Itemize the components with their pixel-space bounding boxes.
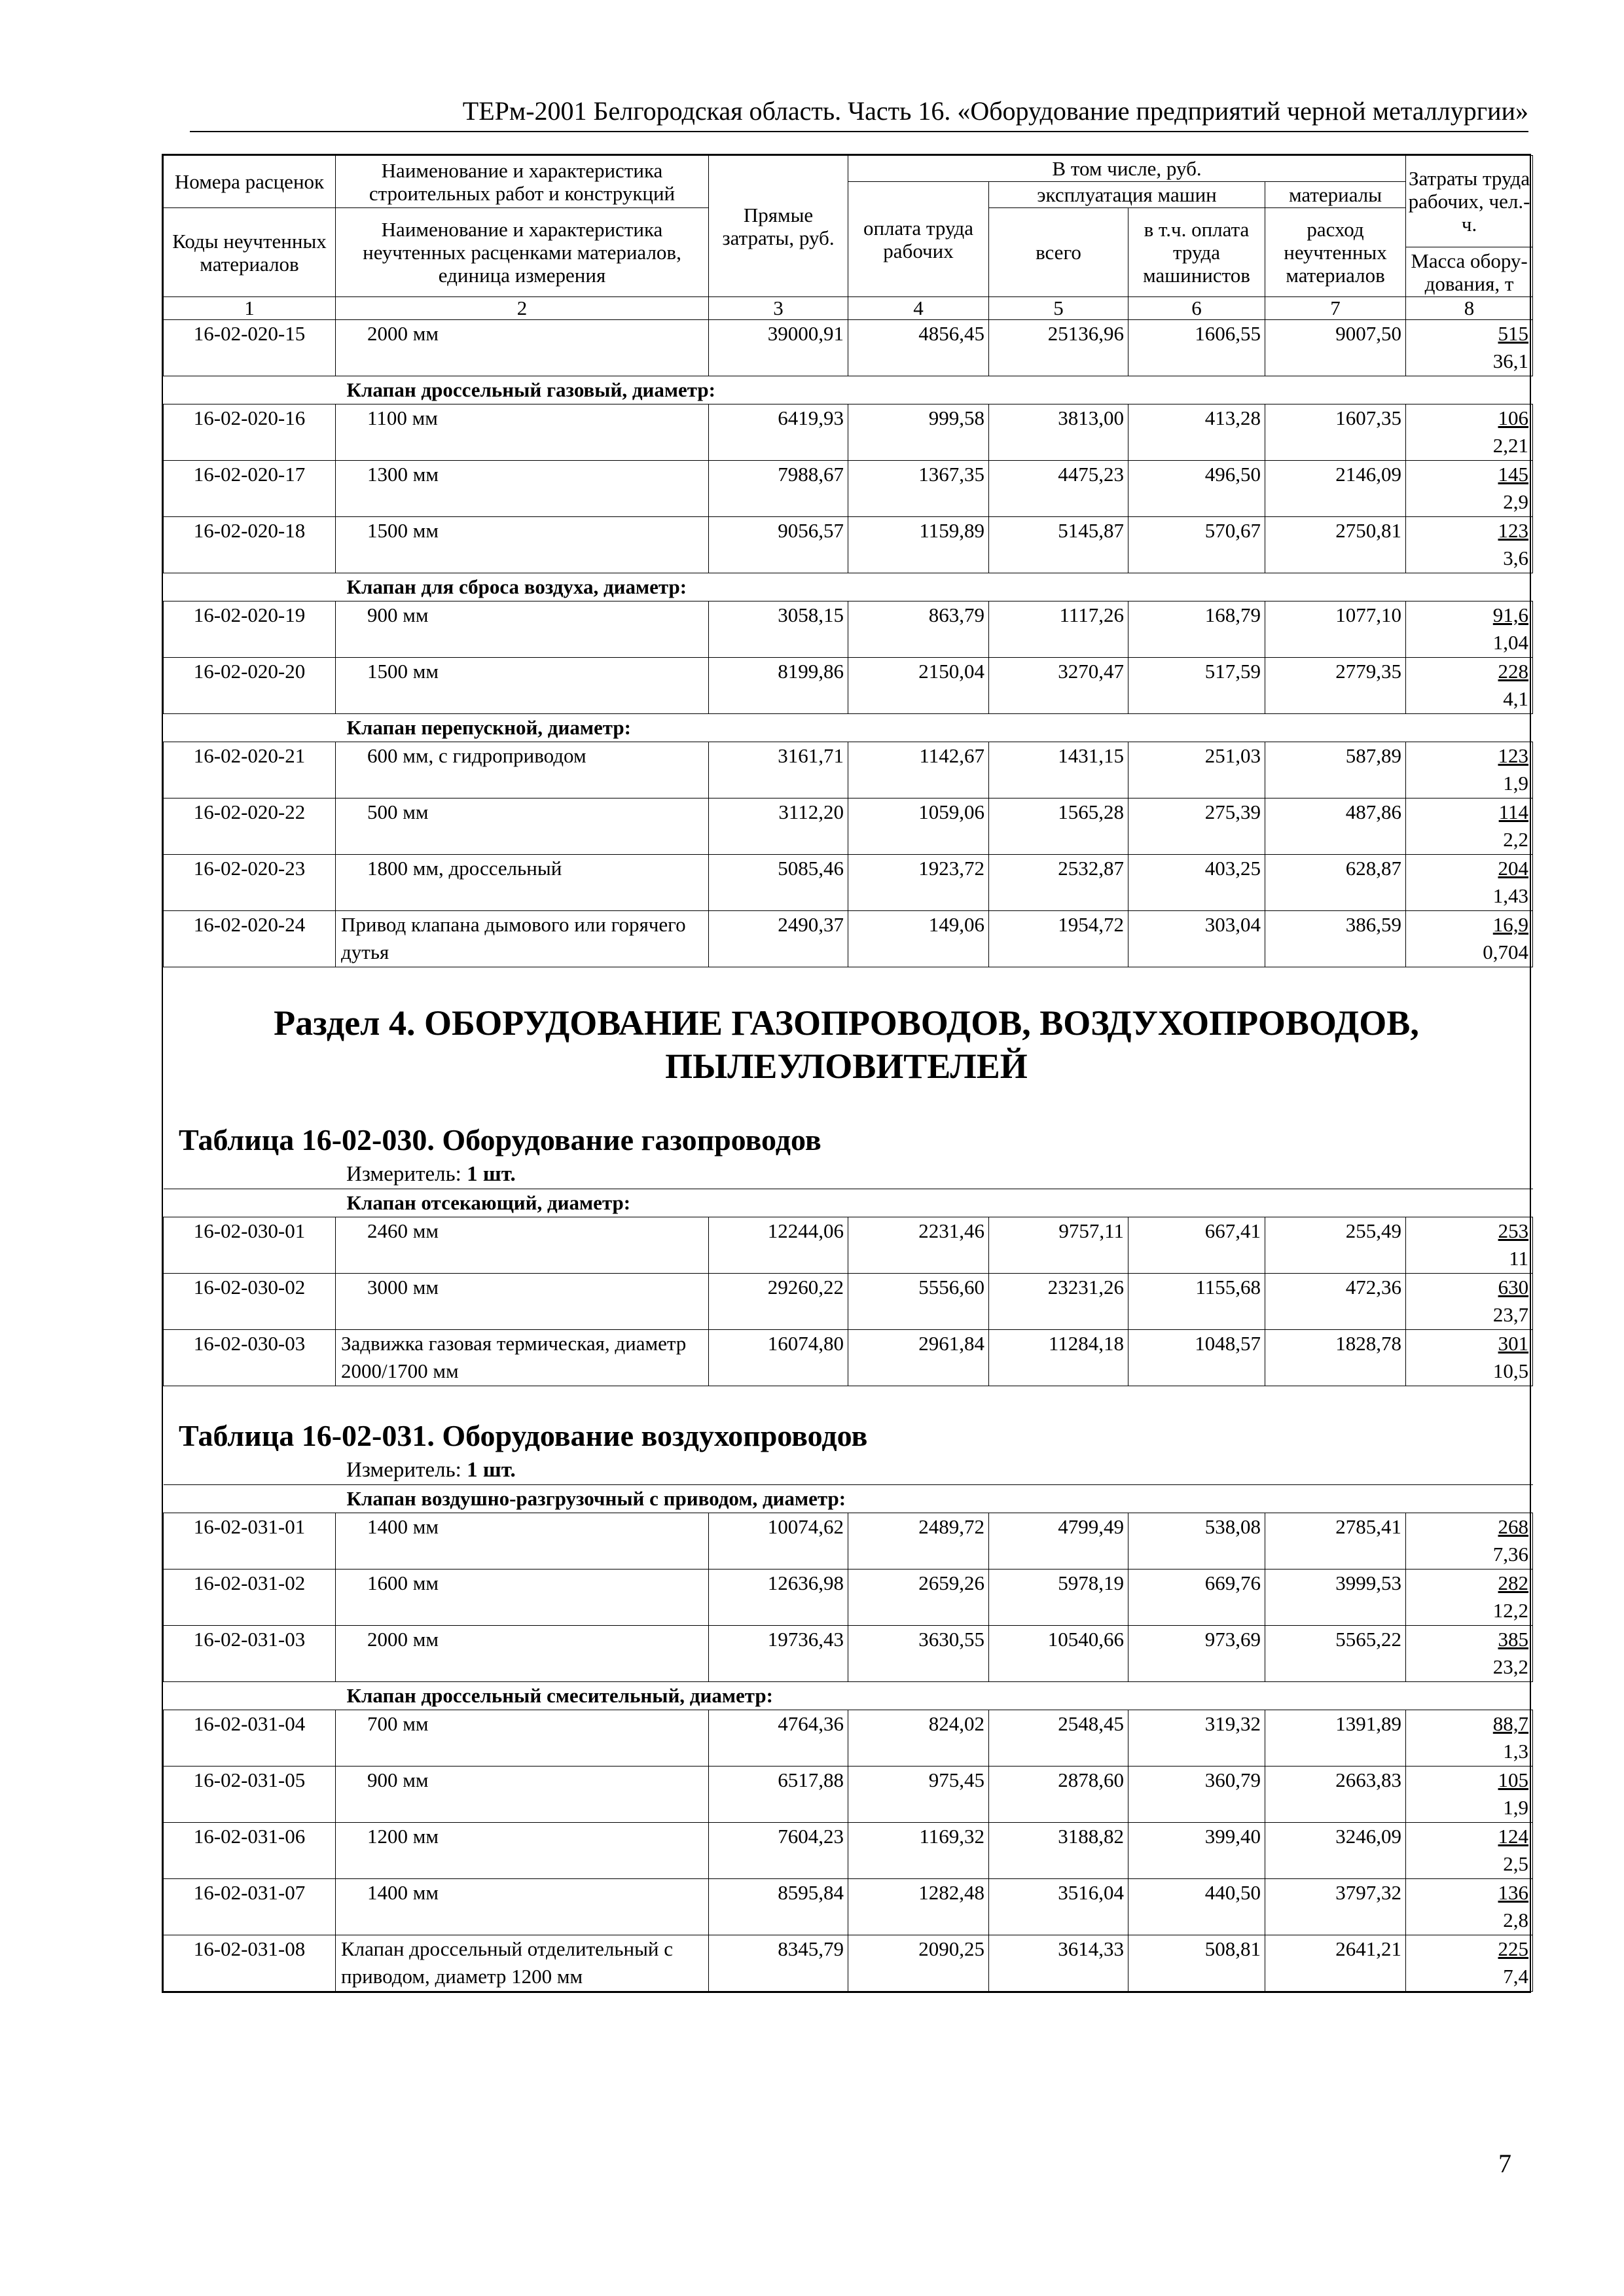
materials: 3246,09 xyxy=(1265,1823,1406,1879)
rate-row xyxy=(164,855,1533,911)
operator-wages: 667,41 xyxy=(1128,1217,1265,1274)
rate-code: 16-02-031-02 xyxy=(164,1570,336,1626)
direct-costs: 12244,06 xyxy=(709,1217,848,1274)
labor-and-mass xyxy=(1406,1330,1533,1386)
rate-row xyxy=(164,742,1533,798)
column-number: 8 xyxy=(1406,297,1533,320)
labor-costs: 268 xyxy=(1498,1515,1529,1538)
labor-and-mass xyxy=(1406,1513,1533,1570)
labor-and-mass xyxy=(1406,1217,1533,1274)
worker-wages: 5556,60 xyxy=(848,1274,989,1330)
table-030-title: Таблица 16-02-030. Оборудование газопроводов xyxy=(179,1123,821,1157)
direct-costs: 4764,36 xyxy=(709,1710,848,1767)
header-machine-operation: эксплуатация машин xyxy=(989,182,1265,208)
labor-costs: 228 xyxy=(1498,660,1529,683)
worker-wages: 1282,48 xyxy=(848,1879,989,1935)
equipment-mass: 0,704 xyxy=(1483,941,1529,963)
worker-wages: 2231,46 xyxy=(848,1217,989,1274)
machines-total: 1117,26 xyxy=(989,601,1128,658)
rate-name: 2000 мм xyxy=(336,1626,709,1682)
labor-costs: 225 xyxy=(1498,1937,1529,1960)
labor-and-mass xyxy=(1406,911,1533,967)
header-operator-wages: в т.ч. оплата труда машинистов xyxy=(1128,208,1265,297)
header-material-names: Наименование и характеристика неучтенных расценками материалов, единица измерения xyxy=(336,208,709,297)
materials: 587,89 xyxy=(1265,742,1406,798)
labor-and-mass xyxy=(1406,601,1533,658)
direct-costs: 12636,98 xyxy=(709,1570,848,1626)
unit-label: Измеритель: xyxy=(346,1162,461,1186)
rate-row xyxy=(164,798,1533,855)
labor-and-mass xyxy=(1406,1710,1533,1767)
equipment-mass: 3,6 xyxy=(1503,547,1529,569)
equipment-mass: 1,9 xyxy=(1503,772,1529,795)
worker-wages: 1059,06 xyxy=(848,798,989,855)
machines-total: 25136,96 xyxy=(989,320,1128,376)
column-numbers-row xyxy=(164,297,1533,320)
equipment-mass: 7,4 xyxy=(1503,1965,1529,1988)
rate-name: 600 мм, с гидроприводом xyxy=(336,742,709,798)
rate-name: 2000 мм xyxy=(336,320,709,376)
operator-wages: 251,03 xyxy=(1128,742,1265,798)
operator-wages: 538,08 xyxy=(1128,1513,1265,1570)
rates-sheet xyxy=(162,154,1531,1993)
rate-code: 16-02-031-06 xyxy=(164,1823,336,1879)
rate-code: 16-02-031-08 xyxy=(164,1935,336,1992)
header-equipment-mass: Масса обору-дования, т xyxy=(1406,247,1533,297)
labor-and-mass xyxy=(1406,1626,1533,1682)
operator-wages: 1155,68 xyxy=(1128,1274,1265,1330)
rate-name: 1500 мм xyxy=(336,658,709,714)
worker-wages: 149,06 xyxy=(848,911,989,967)
materials: 2146,09 xyxy=(1265,461,1406,517)
column-number: 7 xyxy=(1265,297,1406,320)
header-rate-numbers: Номера расценок xyxy=(164,156,336,208)
equipment-mass: 2,5 xyxy=(1503,1852,1529,1875)
rate-row xyxy=(164,1710,1533,1767)
direct-costs: 3058,15 xyxy=(709,601,848,658)
page-number: 7 xyxy=(1498,2149,1511,2178)
materials: 487,86 xyxy=(1265,798,1406,855)
operator-wages: 496,50 xyxy=(1128,461,1265,517)
equipment-mass: 2,9 xyxy=(1503,490,1529,513)
column-number: 6 xyxy=(1128,297,1265,320)
labor-costs: 16,9 xyxy=(1492,913,1529,936)
worker-wages: 1159,89 xyxy=(848,517,989,573)
materials: 628,87 xyxy=(1265,855,1406,911)
group-heading: Клапан дроссельный газовый, диаметр: xyxy=(164,376,1533,404)
rate-row xyxy=(164,1879,1533,1935)
labor-costs: 114 xyxy=(1498,800,1529,823)
column-number: 4 xyxy=(848,297,989,320)
group-heading: Клапан воздушно-разгрузочный с приводом, диаметр: xyxy=(164,1485,1533,1513)
direct-costs: 3161,71 xyxy=(709,742,848,798)
machines-total: 3614,33 xyxy=(989,1935,1128,1992)
operator-wages: 319,32 xyxy=(1128,1710,1265,1767)
direct-costs: 8595,84 xyxy=(709,1879,848,1935)
equipment-mass: 23,2 xyxy=(1492,1655,1529,1678)
equipment-mass: 2,21 xyxy=(1492,434,1529,457)
machines-total: 1954,72 xyxy=(989,911,1128,967)
rate-code: 16-02-020-21 xyxy=(164,742,336,798)
labor-costs: 630 xyxy=(1498,1276,1529,1299)
unit-value: 1 шт. xyxy=(467,1162,516,1186)
labor-costs: 124 xyxy=(1498,1825,1529,1848)
materials: 2779,35 xyxy=(1265,658,1406,714)
labor-and-mass xyxy=(1406,798,1533,855)
operator-wages: 570,67 xyxy=(1128,517,1265,573)
rate-code: 16-02-030-02 xyxy=(164,1274,336,1330)
equipment-mass: 4,1 xyxy=(1503,687,1529,710)
rate-code: 16-02-020-18 xyxy=(164,517,336,573)
machines-total: 5145,87 xyxy=(989,517,1128,573)
direct-costs: 8199,86 xyxy=(709,658,848,714)
equipment-mass: 2,2 xyxy=(1503,828,1529,851)
rate-code: 16-02-020-22 xyxy=(164,798,336,855)
labor-and-mass xyxy=(1406,1570,1533,1626)
worker-wages: 1367,35 xyxy=(848,461,989,517)
unit-value: 1 шт. xyxy=(467,1458,516,1482)
worker-wages: 4856,45 xyxy=(848,320,989,376)
direct-costs: 29260,22 xyxy=(709,1274,848,1330)
direct-costs: 5085,46 xyxy=(709,855,848,911)
worker-wages: 975,45 xyxy=(848,1767,989,1823)
rate-code: 16-02-020-19 xyxy=(164,601,336,658)
rate-name: 1200 мм xyxy=(336,1823,709,1879)
header-material-codes: Коды неучтенных материалов xyxy=(164,208,336,297)
operator-wages: 403,25 xyxy=(1128,855,1265,911)
running-head: ТЕРм-2001 Белгородская область. Часть 16. «Оборудование предприятий черной металлургии» xyxy=(190,93,1528,132)
machines-total: 1431,15 xyxy=(989,742,1128,798)
rate-row xyxy=(164,1626,1533,1682)
equipment-mass: 1,04 xyxy=(1492,631,1529,654)
direct-costs: 7604,23 xyxy=(709,1823,848,1879)
equipment-mass: 36,1 xyxy=(1492,350,1529,372)
materials: 1828,78 xyxy=(1265,1330,1406,1386)
machines-total: 4475,23 xyxy=(989,461,1128,517)
worker-wages: 1169,32 xyxy=(848,1823,989,1879)
labor-costs: 91,6 xyxy=(1492,603,1529,626)
operator-wages: 669,76 xyxy=(1128,1570,1265,1626)
rate-code: 16-02-020-16 xyxy=(164,404,336,461)
rate-code: 16-02-020-20 xyxy=(164,658,336,714)
worker-wages: 3630,55 xyxy=(848,1626,989,1682)
materials: 1077,10 xyxy=(1265,601,1406,658)
rate-code: 16-02-020-23 xyxy=(164,855,336,911)
direct-costs: 10074,62 xyxy=(709,1513,848,1570)
header-direct-costs: Прямые затраты, руб. xyxy=(709,156,848,297)
column-number: 3 xyxy=(709,297,848,320)
equipment-mass: 1,9 xyxy=(1503,1796,1529,1819)
materials: 255,49 xyxy=(1265,1217,1406,1274)
labor-costs: 385 xyxy=(1498,1628,1529,1651)
operator-wages: 303,04 xyxy=(1128,911,1265,967)
labor-costs: 105 xyxy=(1498,1768,1529,1791)
group-heading-row xyxy=(164,1682,1533,1710)
group-heading: Клапан перепускной, диаметр: xyxy=(164,714,1533,742)
rate-code: 16-02-031-05 xyxy=(164,1767,336,1823)
direct-costs: 6419,93 xyxy=(709,404,848,461)
machines-total: 2548,45 xyxy=(989,1710,1128,1767)
worker-wages: 2150,04 xyxy=(848,658,989,714)
rate-name: 900 мм xyxy=(336,1767,709,1823)
materials: 1391,89 xyxy=(1265,1710,1406,1767)
table-030-unit xyxy=(163,1160,1530,1189)
direct-costs: 8345,79 xyxy=(709,1935,848,1992)
labor-costs: 145 xyxy=(1498,463,1529,486)
rate-name: Задвижка газовая термическая, диаметр 2000/1700 мм xyxy=(336,1330,709,1386)
worker-wages: 2489,72 xyxy=(848,1513,989,1570)
rate-row xyxy=(164,1767,1533,1823)
machines-total: 3188,82 xyxy=(989,1823,1128,1879)
operator-wages: 399,40 xyxy=(1128,1823,1265,1879)
labor-and-mass xyxy=(1406,1274,1533,1330)
labor-and-mass xyxy=(1406,404,1533,461)
rate-code: 16-02-031-07 xyxy=(164,1879,336,1935)
table-031-title: Таблица 16-02-031. Оборудование воздухопроводов xyxy=(179,1419,868,1452)
rate-name: 1500 мм xyxy=(336,517,709,573)
equipment-mass: 11 xyxy=(1509,1247,1529,1270)
rate-name: 1400 мм xyxy=(336,1879,709,1935)
table-031 xyxy=(163,1484,1533,1992)
equipment-mass: 2,8 xyxy=(1503,1909,1529,1931)
equipment-mass: 10,5 xyxy=(1492,1359,1529,1382)
rate-code: 16-02-020-15 xyxy=(164,320,336,376)
direct-costs: 9056,57 xyxy=(709,517,848,573)
materials: 3999,53 xyxy=(1265,1570,1406,1626)
machines-total: 1565,28 xyxy=(989,798,1128,855)
worker-wages: 2090,25 xyxy=(848,1935,989,1992)
rate-name: 1300 мм xyxy=(336,461,709,517)
machines-total: 2532,87 xyxy=(989,855,1128,911)
equipment-mass: 12,2 xyxy=(1492,1599,1529,1622)
group-heading-row xyxy=(164,714,1533,742)
rates-table-header xyxy=(163,155,1533,967)
machines-total: 11284,18 xyxy=(989,1330,1128,1386)
operator-wages: 413,28 xyxy=(1128,404,1265,461)
labor-and-mass xyxy=(1406,855,1533,911)
direct-costs: 19736,43 xyxy=(709,1626,848,1682)
group-heading-row xyxy=(164,1485,1533,1513)
rate-row xyxy=(164,461,1533,517)
labor-and-mass xyxy=(1406,658,1533,714)
machines-total: 4799,49 xyxy=(989,1513,1128,1570)
section-title: Раздел 4. ОБОРУДОВАНИЕ ГАЗОПРОВОДОВ, ВОЗДУХОПРОВОДОВ, ПЫЛЕУЛОВИТЕЛЕЙ xyxy=(274,1003,1419,1086)
rate-row xyxy=(164,1935,1533,1992)
equipment-mass: 1,43 xyxy=(1492,884,1529,907)
operator-wages: 973,69 xyxy=(1128,1626,1265,1682)
rate-row xyxy=(164,1330,1533,1386)
labor-costs: 515 xyxy=(1498,322,1529,345)
labor-and-mass xyxy=(1406,1767,1533,1823)
rate-code: 16-02-031-03 xyxy=(164,1626,336,1682)
machines-total: 10540,66 xyxy=(989,1626,1128,1682)
rate-row xyxy=(164,911,1533,967)
machines-total: 3813,00 xyxy=(989,404,1128,461)
rate-name: 900 мм xyxy=(336,601,709,658)
labor-costs: 204 xyxy=(1498,857,1529,880)
unit-label: Измеритель: xyxy=(346,1458,461,1482)
labor-and-mass xyxy=(1406,517,1533,573)
rate-name: 1600 мм xyxy=(336,1570,709,1626)
rate-row xyxy=(164,601,1533,658)
rate-name: 1400 мм xyxy=(336,1513,709,1570)
materials: 9007,50 xyxy=(1265,320,1406,376)
rate-name: 3000 мм xyxy=(336,1274,709,1330)
column-number: 2 xyxy=(336,297,709,320)
machines-total: 5978,19 xyxy=(989,1570,1128,1626)
rate-row xyxy=(164,320,1533,376)
labor-costs: 123 xyxy=(1498,744,1529,767)
rate-row xyxy=(164,1513,1533,1570)
table-030 xyxy=(163,1189,1533,1386)
rate-code: 16-02-020-24 xyxy=(164,911,336,967)
header-including: В том числе, руб. xyxy=(848,156,1406,182)
column-number: 5 xyxy=(989,297,1128,320)
labor-costs: 106 xyxy=(1498,406,1529,429)
labor-and-mass xyxy=(1406,1823,1533,1879)
group-heading: Клапан дроссельный смесительный, диаметр: xyxy=(164,1682,1533,1710)
labor-costs: 88,7 xyxy=(1492,1712,1529,1735)
rate-row xyxy=(164,1274,1533,1330)
machines-total: 3516,04 xyxy=(989,1879,1128,1935)
machines-total: 3270,47 xyxy=(989,658,1128,714)
worker-wages: 999,58 xyxy=(848,404,989,461)
rate-row xyxy=(164,1217,1533,1274)
rate-name: Привод клапана дымового или горячего дутья xyxy=(336,911,709,967)
group-heading: Клапан отсекающий, диаметр: xyxy=(164,1189,1533,1217)
labor-costs: 253 xyxy=(1498,1219,1529,1242)
equipment-mass: 7,36 xyxy=(1492,1543,1529,1566)
rate-name: Клапан дроссельный отделительный с приводом, диаметр 1200 мм xyxy=(336,1935,709,1992)
header-worker-wages: оплата труда рабочих xyxy=(848,182,989,297)
rate-name: 500 мм xyxy=(336,798,709,855)
rate-code: 16-02-030-03 xyxy=(164,1330,336,1386)
worker-wages: 2659,26 xyxy=(848,1570,989,1626)
materials: 472,36 xyxy=(1265,1274,1406,1330)
rate-name: 1100 мм xyxy=(336,404,709,461)
materials: 2785,41 xyxy=(1265,1513,1406,1570)
labor-and-mass xyxy=(1406,1879,1533,1935)
operator-wages: 1048,57 xyxy=(1128,1330,1265,1386)
labor-costs: 136 xyxy=(1498,1881,1529,1904)
materials: 1607,35 xyxy=(1265,404,1406,461)
worker-wages: 863,79 xyxy=(848,601,989,658)
header-materials: материалы xyxy=(1265,182,1406,208)
rate-row xyxy=(164,1570,1533,1626)
materials: 2641,21 xyxy=(1265,1935,1406,1992)
labor-costs: 282 xyxy=(1498,1571,1529,1594)
header-labor-costs: Затраты труда рабочих, чел.-ч. xyxy=(1406,156,1533,247)
rate-code: 16-02-031-04 xyxy=(164,1710,336,1767)
group-heading-row xyxy=(164,1189,1533,1217)
operator-wages: 517,59 xyxy=(1128,658,1265,714)
machines-total: 9757,11 xyxy=(989,1217,1128,1274)
worker-wages: 1142,67 xyxy=(848,742,989,798)
rate-row xyxy=(164,517,1533,573)
header-machines-total: всего xyxy=(989,208,1128,297)
labor-and-mass xyxy=(1406,1935,1533,1992)
worker-wages: 2961,84 xyxy=(848,1330,989,1386)
materials: 3797,32 xyxy=(1265,1879,1406,1935)
operator-wages: 360,79 xyxy=(1128,1767,1265,1823)
equipment-mass: 23,7 xyxy=(1492,1303,1529,1326)
table-031-unit xyxy=(163,1456,1530,1484)
group-heading-row xyxy=(164,573,1533,601)
labor-costs: 301 xyxy=(1498,1332,1529,1355)
direct-costs: 7988,67 xyxy=(709,461,848,517)
rate-row xyxy=(164,404,1533,461)
header-unaccounted-materials: расход неучтенных материалов xyxy=(1265,208,1406,297)
materials: 2663,83 xyxy=(1265,1767,1406,1823)
worker-wages: 824,02 xyxy=(848,1710,989,1767)
materials: 386,59 xyxy=(1265,911,1406,967)
column-number: 1 xyxy=(164,297,336,320)
rate-row xyxy=(164,1823,1533,1879)
direct-costs: 2490,37 xyxy=(709,911,848,967)
labor-costs: 123 xyxy=(1498,519,1529,542)
labor-and-mass xyxy=(1406,320,1533,376)
direct-costs: 16074,80 xyxy=(709,1330,848,1386)
materials: 5565,22 xyxy=(1265,1626,1406,1682)
rate-code: 16-02-030-01 xyxy=(164,1217,336,1274)
rate-row xyxy=(164,658,1533,714)
rate-name: 2460 мм xyxy=(336,1217,709,1274)
direct-costs: 6517,88 xyxy=(709,1767,848,1823)
equipment-mass: 1,3 xyxy=(1503,1740,1529,1763)
header-work-name: Наименование и характеристика строительных работ и конструкций xyxy=(336,156,709,208)
rate-name: 700 мм xyxy=(336,1710,709,1767)
machines-total: 23231,26 xyxy=(989,1274,1128,1330)
operator-wages: 168,79 xyxy=(1128,601,1265,658)
rate-code: 16-02-020-17 xyxy=(164,461,336,517)
labor-and-mass xyxy=(1406,461,1533,517)
worker-wages: 1923,72 xyxy=(848,855,989,911)
labor-and-mass xyxy=(1406,742,1533,798)
operator-wages: 440,50 xyxy=(1128,1879,1265,1935)
rate-code: 16-02-031-01 xyxy=(164,1513,336,1570)
machines-total: 2878,60 xyxy=(989,1767,1128,1823)
group-heading-row xyxy=(164,376,1533,404)
rate-name: 1800 мм, дроссельный xyxy=(336,855,709,911)
operator-wages: 275,39 xyxy=(1128,798,1265,855)
direct-costs: 39000,91 xyxy=(709,320,848,376)
direct-costs: 3112,20 xyxy=(709,798,848,855)
materials: 2750,81 xyxy=(1265,517,1406,573)
operator-wages: 508,81 xyxy=(1128,1935,1265,1992)
group-heading: Клапан для сброса воздуха, диаметр: xyxy=(164,573,1533,601)
operator-wages: 1606,55 xyxy=(1128,320,1265,376)
